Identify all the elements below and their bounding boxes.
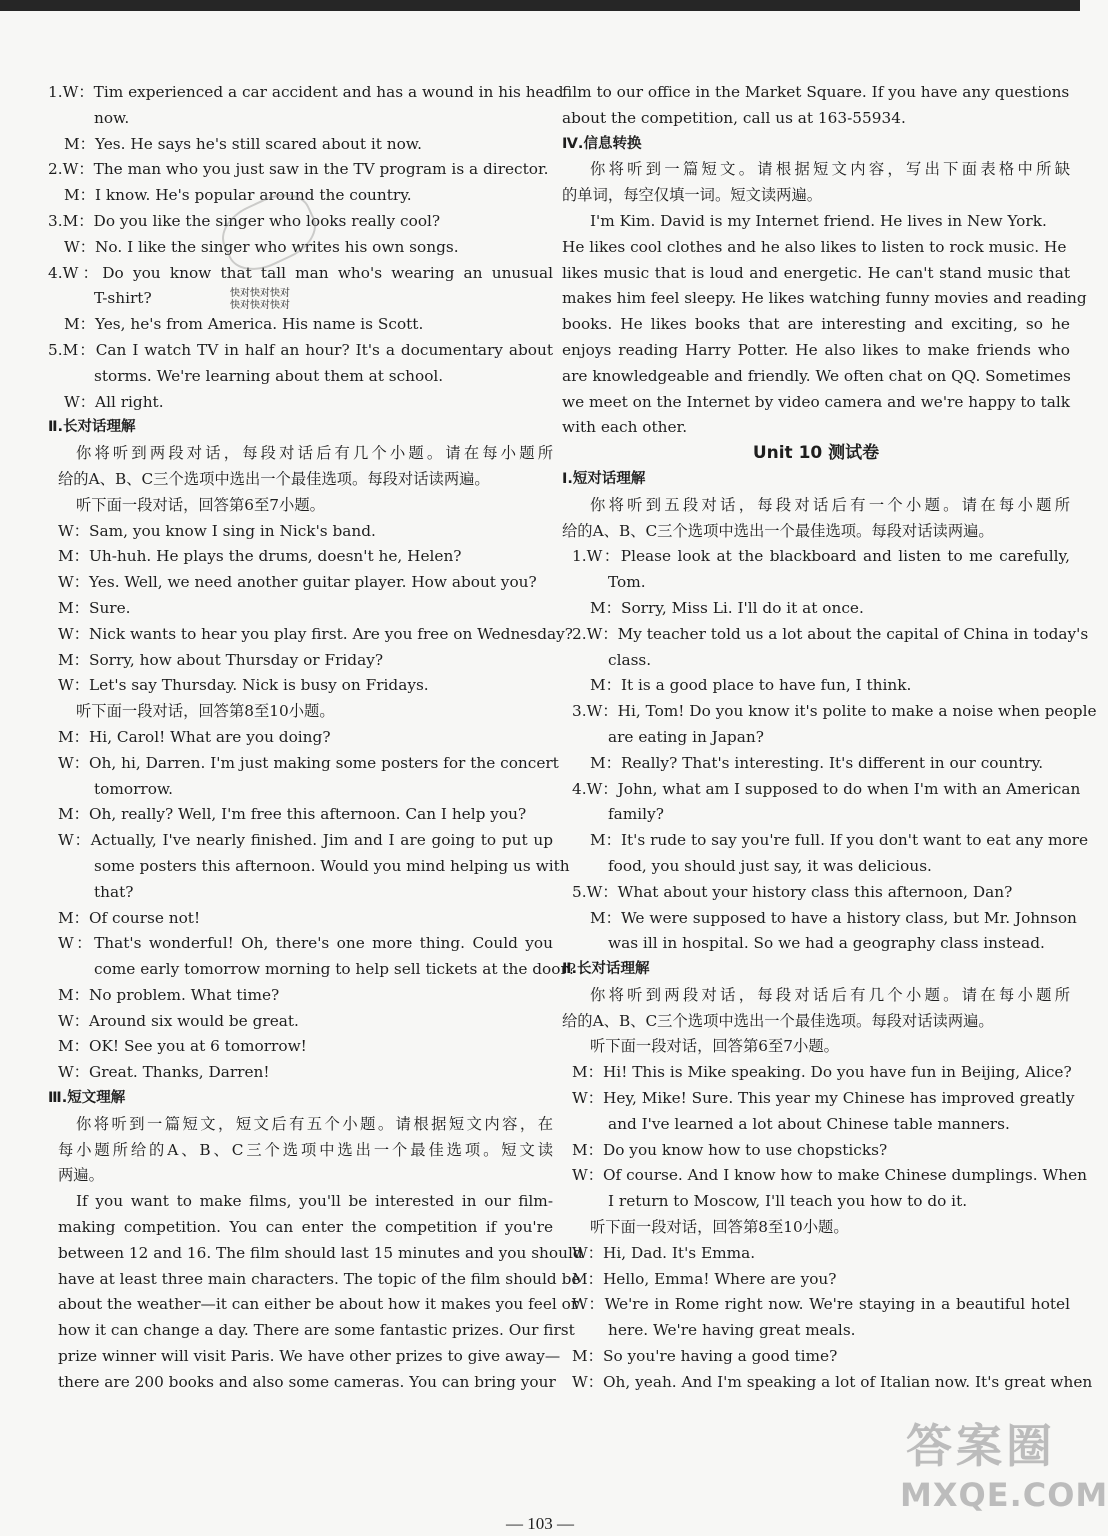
text-line: W：Actually, I've nearly finished. Jim and I are going to put up [58,831,553,850]
text-line: storms. We're learning about them at school. [94,366,444,385]
text-line: He likes cool clothes and he also likes to listen to rock music. He [562,237,1067,256]
text-line: M：We were supposed to have a history class, but Mr. Johnson [590,908,1077,927]
unit-title: Unit 10 测试卷 [752,443,880,464]
text-line: M：Oh, really? Well, I'm free this afternoon. Can I help you? [58,805,527,824]
text-line: 3.W：Hi, Tom! Do you know it's polite to make a noise when people [572,702,1097,721]
section-heading: Ⅲ.短文理解 [48,1090,126,1107]
text-line: W：Sam, you know I sing in Nick's band. [58,521,376,540]
logo-url-text: MXQE.COM [900,1476,1108,1514]
text-line: 给的A、B、C三个选项中选出一个最佳选项。每段对话读两遍。 [562,521,994,540]
text-line: 两遍。 [58,1166,104,1185]
text-line: M：It is a good place to have fun, I think. [590,676,912,695]
text-line: here. We're having great meals. [608,1321,856,1340]
text-line: M：OK! See you at 6 tomorrow! [58,1037,307,1056]
text-line: M：Hi, Carol! What are you doing? [58,727,331,746]
right-column-top [562,80,1087,441]
text-line: and I've learned a lot about Chinese table manners. [608,1114,1010,1133]
text-line: M：Really? That's interesting. It's different in our country. [590,753,1044,772]
text-line: 听下面一段对话，回答第6至7小题。 [590,1037,839,1056]
text-line: M：Sure. [58,598,131,617]
text-line: with each other. [562,418,688,437]
text-line: 5.W：What about your history class this afternoon, Dan? [572,882,1013,901]
text-line: 5.M：Can I watch TV in half an hour? It's a documentary about [48,340,553,359]
text-line: making competition. You can enter the competition if you're [58,1218,553,1237]
text-line: 给的A、B、C三个选项中选出一个最佳选项。每段对话读两遍。 [58,469,490,488]
text-line: books. He likes books that are interesting and exciting, so he [562,315,1070,334]
text-line: M：It's rude to say you're full. If you don't want to eat any more [590,831,1089,850]
text-line: prize winner will visit Paris. We have other prizes to give away— [58,1347,561,1366]
text-line: W：We're in Rome right now. We're staying in a beautiful hotel [572,1295,1070,1314]
text-line: about the competition, call us at 163-55934. [562,108,906,127]
text-line: 你将听到两段对话，每段对话后有几个小题。请在每小题所 [76,444,553,463]
text-line: M：So you're having a good time? [572,1347,838,1366]
text-line: class. [608,650,652,669]
text-line: M：Hi! This is Mike speaking. Do you have fun in Beijing, Alice? [572,1063,1072,1082]
section-heading: Ⅰ.短对话理解 [562,470,646,487]
text-line: W：Hi, Dad. It's Emma. [572,1243,756,1262]
text-line: 你将听到两段对话，每段对话后有几个小题。请在每小题所 [590,985,1070,1004]
text-line: some posters this afternoon. Would you mind helping us with [94,856,570,875]
text-line: about the weather—it can either be about how it makes you feel or [58,1295,579,1314]
text-line: If you want to make films, you'll be interested in our film- [76,1192,553,1211]
text-line: W：Nick wants to hear you play first. Are you free on Wednesday? [58,624,573,643]
text-line: are eating in Japan? [608,727,764,746]
text-line: W：Oh, hi, Darren. I'm just making some posters for the concert [58,753,559,772]
text-line: W：Hey, Mike! Sure. This year my Chinese has improved greatly [572,1089,1075,1108]
text-line: we meet on the Internet by video camera and we're happy to talk [562,392,1070,411]
text-line: M：Sorry, Miss Li. I'll do it at once. [590,598,864,617]
text-line: W：Great. Thanks, Darren! [58,1063,270,1082]
section-heading: Ⅱ.长对话理解 [48,419,136,436]
logo-top-text: 答案圈 [906,1419,1056,1473]
text-line: M：Do you know how to use chopsticks? [572,1140,888,1159]
watermark-text [230,288,290,312]
text-line: are knowledgeable and friendly. We often chat on QQ. Sometimes [562,366,1071,385]
text-line: there are 200 books and also some cameras. You can bring your [58,1372,556,1391]
text-line: W：All right. [64,392,164,411]
text-line: 你将听到五段对话，每段对话后有一个小题。请在每小题所 [590,495,1070,514]
text-line: M：Sorry, how about Thursday or Friday? [58,650,384,669]
top-border [0,0,1080,11]
text-line: between 12 and 16. The film should last 15 minutes and you should [58,1243,583,1262]
text-line: come early tomorrow morning to help sell tickets at the door? [94,960,576,979]
section-heading: Ⅱ.长对话理解 [562,961,650,978]
text-line: M：Hello, Emma! Where are you? [572,1269,837,1288]
watermark-line: 快对快对快对 [230,288,290,299]
text-line: 你将听到一篇短文，短文后有五个小题。请根据短文内容，在 [76,1114,553,1133]
text-line: 3.M：Do you like the singer who looks really cool? [48,211,441,230]
text-line: Tom. [608,573,646,592]
text-line: I'm Kim. David is my Internet friend. He lives in New York. [590,211,1047,230]
text-line: 听下面一段对话，回答第8至10小题。 [76,702,335,721]
text-line: now. [94,108,130,127]
page-number: — 103 — [506,1514,574,1533]
text-line: 1.W：Tim experienced a car accident and has a wound in his head [48,83,564,101]
text-line: M：Uh-huh. He plays the drums, doesn't he, Helen? [58,547,462,566]
text-line: W：Let's say Thursday. Nick is busy on Fridays. [58,676,429,695]
text-line: how it can change a day. There are some fantastic prizes. Our first [58,1321,575,1340]
text-line: family? [608,805,664,824]
text-line: 每小题所给的A、B、C三个选项中选出一个最佳选项。短文读 [58,1140,553,1159]
text-line: W：Yes. Well, we need another guitar player. How about you? [58,573,537,592]
text-line: film to our office in the Market Square. If you have any questions [562,83,1070,101]
text-line: M：No problem. What time? [58,985,280,1004]
text-line: that? [94,882,134,901]
text-line: have at least three main characters. The topic of the film should be [58,1269,581,1288]
text-line: 你将听到一篇短文。请根据短文内容，写出下面表格中所缺 [590,160,1070,179]
text-line: 2.W：My teacher told us a lot about the capital of China in today's [572,624,1089,643]
text-line: W：Oh, yeah. And I'm speaking a lot of Italian now. It's great when [572,1372,1093,1391]
text-line: likes music that is loud and energetic. He can't stand music that [562,263,1070,282]
text-line: 听下面一段对话，回答第8至10小题。 [590,1218,849,1237]
right-column [562,80,1097,1396]
text-line: makes him feel sleepy. He likes watching funny movies and reading [562,289,1087,308]
text-line: W：That's wonderful! Oh, there's one more thing. Could you [58,934,553,953]
text-line: M：Yes. He says he's still scared about it now. [64,134,422,153]
text-line: 4.W：John, what am I supposed to do when I'm with an American [572,779,1081,798]
text-line: 的单词，每空仅填一词。短文读两遍。 [562,186,823,205]
text-line: 2.W：The man who you just saw in the TV program is a director. [48,160,549,179]
text-line: food, you should just say, it was delicious. [608,856,932,875]
text-line: I return to Moscow, I'll teach you how to do it. [608,1192,968,1211]
text-line: 1.W：Please look at the blackboard and listen to me carefully, [572,547,1070,566]
text-line: was ill in hospital. So we had a geography class instead. [608,934,1045,953]
text-line: tomorrow. [94,779,174,798]
text-line: M：Of course not! [58,908,201,927]
text-line: M：Yes, he's from America. His name is Scott. [64,315,424,334]
left-column [48,80,583,1396]
text-line: W：Around six would be great. [58,1011,299,1030]
text-line: 4.W：Do you know that tall man who's wearing an unusual [48,263,553,282]
text-line: enjoys reading Harry Potter. He also likes to make friends who [562,340,1070,359]
text-line: 听下面一段对话，回答第6至7小题。 [76,495,325,514]
text-line: W：Of course. And I know how to make Chinese dumplings. When [572,1166,1087,1185]
text-line: 给的A、B、C三个选项中选出一个最佳选项。每段对话读两遍。 [562,1011,994,1030]
section-heading: Ⅳ.信息转换 [562,135,642,152]
right-column-bottom [562,467,1097,1396]
text-line: M：I know. He's popular around the country. [64,186,412,205]
text-line: W：No. I like the singer who writes his own songs. [64,237,459,256]
watermark-line: 快对快对快对 [230,300,290,311]
text-line: T-shirt? [94,289,152,308]
